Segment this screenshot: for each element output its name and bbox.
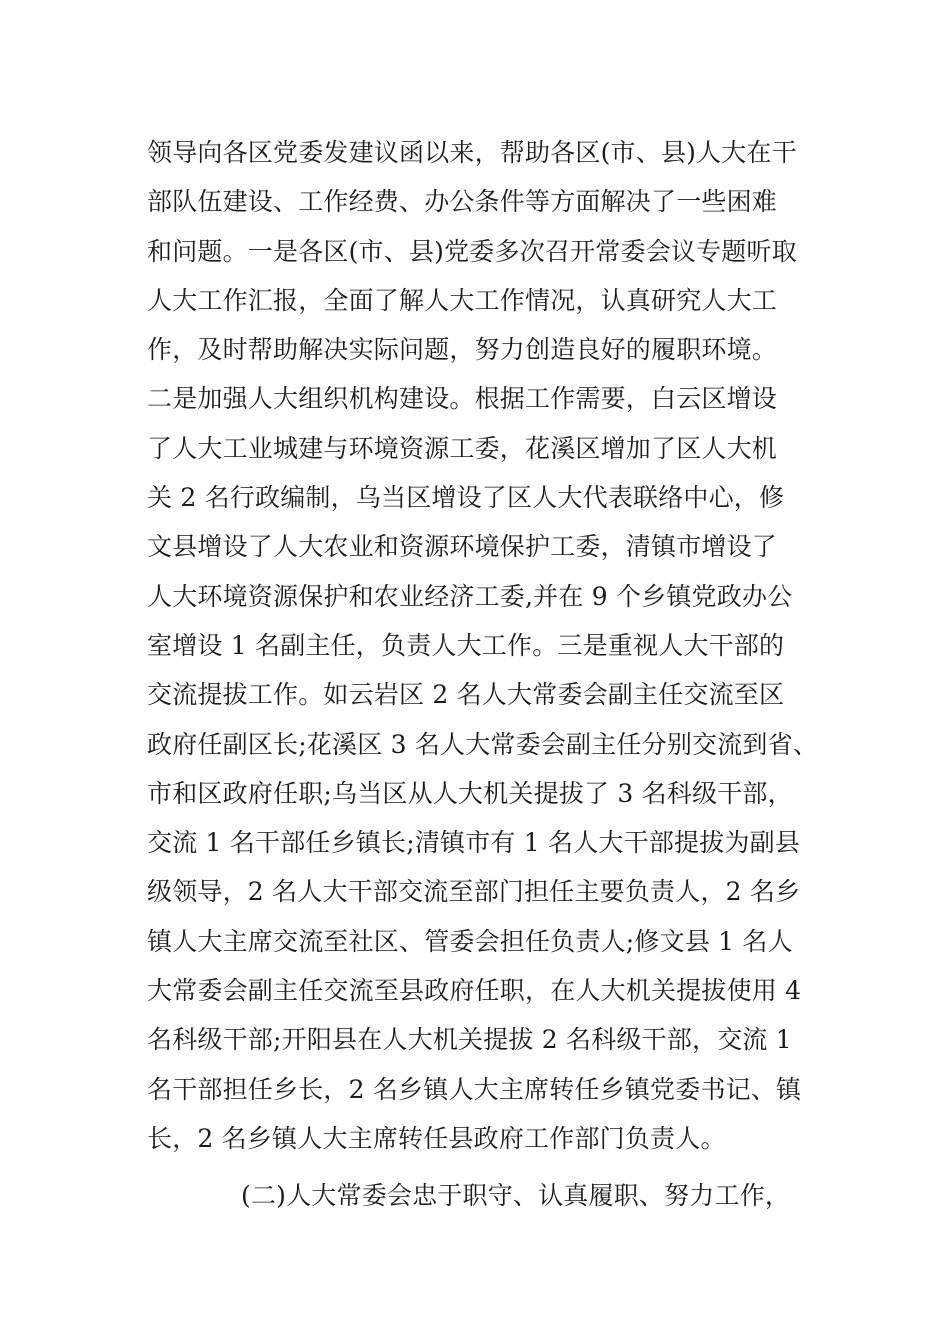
- text-line: 名干部担任乡长，2 名乡镇人大主席转任乡镇党委书记、镇: [147, 1074, 802, 1104]
- text-line: 长，2 名乡镇人大主席转任县政府工作部门负责人。: [147, 1123, 726, 1153]
- text-line: 级领导，2 名人大干部交流至部门担任主要负责人，2 名乡: [147, 877, 801, 907]
- text-line: 部队伍建设、工作经费、办公条件等方面解决了一些困难: [147, 187, 778, 217]
- text-line: 领导向各区党委发建议函以来，帮助各区(市、县)人大在干: [147, 138, 797, 167]
- text-line: 人大环境资源保护和农业经济工委,并在 9 个乡镇党政办公: [147, 581, 793, 611]
- text-line: 和问题。一是各区(市、县)党委多次召开常委会议专题听取: [147, 236, 797, 266]
- text-line: 室增设 1 名副主任，负责人大工作。三是重视人大干部的: [147, 630, 785, 660]
- text-line: 交流 1 名干部任乡镇长;清镇市有 1 名人大干部提拔为副县: [147, 828, 801, 858]
- text-line: 交流提拔工作。如云岩区 2 名人大常委会副主任交流至区: [147, 680, 785, 710]
- section-heading-line: (二)人大常委会忠于职守、认真履职、努力工作，: [241, 1181, 791, 1211]
- text-line: 作，及时帮助解决实际问题，努力创造良好的履职环境。: [147, 335, 778, 365]
- text-line: 镇人大主席交流至社区、管委会担任负责人;修文县 1 名人: [147, 926, 793, 956]
- text-line: 政府任副区长;花溪区 3 名人大常委会副主任分别交流到省、: [147, 729, 819, 759]
- text-line: 市和区政府任职;乌当区从人大机关提拔了 3 名科级干部，: [147, 778, 793, 808]
- text-line: 二是加强人大组织机构建设。根据工作需要，白云区增设: [147, 384, 778, 414]
- text-line: 了人大工业城建与环境资源工委，花溪区增加了区人大机: [147, 433, 778, 463]
- text-line: 关 2 名行政编制，乌当区增设了区人大代表联络中心，修: [147, 483, 785, 513]
- text-line: 名科级干部;开阳县在人大机关提拔 2 名科级干部，交流 1: [147, 1025, 792, 1055]
- document-body: [147, 128, 847, 1221]
- text-line: 大常委会副主任交流至县政府任职，在人大机关提拔使用 4: [147, 976, 802, 1006]
- text-line: 人大工作汇报，全面了解人大工作情况，认真研究人大工: [147, 285, 778, 315]
- text-line: 文县增设了人大农业和资源环境保护工委，清镇市增设了: [147, 532, 778, 562]
